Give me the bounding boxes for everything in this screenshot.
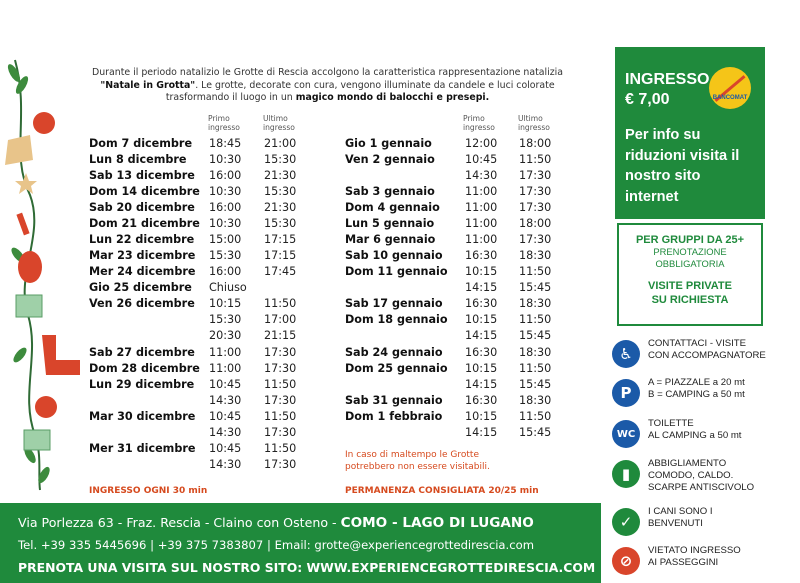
last-entry-time: 15:45 bbox=[519, 329, 552, 342]
private-visits-line: VISITE PRIVATE bbox=[648, 280, 732, 292]
last-entry-time: 21:30 bbox=[264, 169, 297, 182]
price-value: € 7,00 bbox=[625, 91, 670, 108]
first-entry-time: 14:30 bbox=[209, 394, 242, 407]
toilet-icon: WC bbox=[612, 420, 640, 448]
first-entry-time: 15:30 bbox=[209, 249, 242, 262]
last-entry-time: 17:30 bbox=[264, 394, 297, 407]
first-entry-time: 10:45 bbox=[465, 153, 498, 166]
first-entry-time: 12:00 bbox=[465, 137, 498, 150]
schedule-day: Ven 26 dicembre bbox=[89, 297, 195, 310]
gift-box-icon bbox=[24, 430, 50, 450]
last-entry-time: 15:45 bbox=[519, 281, 552, 294]
schedule-day: Sab 31 gennaio bbox=[345, 394, 443, 407]
header-first-entry: Primo ingresso bbox=[463, 114, 495, 132]
service-text: ABBIGLIAMENTO COMODO, CALDO. SCARPE ANTISCIVOLO bbox=[648, 458, 755, 493]
schedule-day: Mar 30 dicembre bbox=[89, 410, 196, 423]
last-entry-time: 15:30 bbox=[264, 217, 297, 230]
schedule-day: Dom 1 febbraio bbox=[345, 410, 443, 423]
reductions-info: Per info su riduzioni visita il nostro sito internet bbox=[625, 127, 740, 205]
first-entry-time: 14:15 bbox=[465, 426, 498, 439]
service-item bbox=[612, 338, 800, 374]
no-stroller-icon: ⊘ bbox=[612, 547, 640, 575]
last-entry-time: 18:00 bbox=[519, 137, 552, 150]
first-entry-time: 10:30 bbox=[209, 217, 242, 230]
gift-box-icon bbox=[16, 295, 42, 317]
no-bancomat-icon bbox=[709, 67, 751, 109]
first-entry-time: 20:30 bbox=[209, 329, 242, 342]
schedule-day: Dom 7 dicembre bbox=[89, 137, 193, 150]
last-entry-time: 17:30 bbox=[519, 185, 552, 198]
first-entry-time: Chiuso bbox=[209, 281, 247, 294]
schedule-day: Mer 24 dicembre bbox=[89, 265, 196, 278]
groups-booking-line: PRENOTAZIONE bbox=[653, 246, 727, 257]
header-first-entry: Primo ingresso bbox=[208, 114, 240, 132]
last-entry-time: 15:30 bbox=[264, 185, 297, 198]
first-entry-time: 14:30 bbox=[209, 458, 242, 471]
candy-cane-icon bbox=[16, 213, 29, 236]
last-entry-time: 15:45 bbox=[519, 426, 552, 439]
first-entry-time: 15:30 bbox=[209, 313, 242, 326]
entry-interval-note: INGRESSO OGNI 30 min bbox=[89, 486, 208, 496]
first-entry-time: 16:30 bbox=[465, 394, 498, 407]
last-entry-time: 11:50 bbox=[519, 153, 552, 166]
last-entry-time: 11:50 bbox=[264, 378, 297, 391]
address-text: Via Porlezza 63 - Fraz. Rescia - Claino con Osteno - bbox=[18, 515, 341, 530]
first-entry-time: 10:45 bbox=[209, 378, 242, 391]
first-entry-time: 10:30 bbox=[209, 185, 242, 198]
last-entry-time: 11:50 bbox=[519, 410, 552, 423]
schedule-day: Sab 3 gennaio bbox=[345, 185, 435, 198]
first-entry-time: 11:00 bbox=[465, 217, 498, 230]
schedule-day: Lun 22 dicembre bbox=[89, 233, 195, 246]
private-visits-request: SU RICHIESTA bbox=[651, 294, 729, 306]
last-entry-time: 11:50 bbox=[519, 313, 552, 326]
intro-paragraph bbox=[80, 67, 575, 105]
service-text: VIETATO INGRESSO AI PASSEGGINI bbox=[648, 545, 741, 568]
first-entry-time: 10:45 bbox=[209, 410, 242, 423]
last-entry-time: 21:15 bbox=[264, 329, 297, 342]
intro-text: . Le grotte, decorate con cura, vengono illuminate da candele e luci colorate trasformando il luogo in un bbox=[165, 79, 555, 103]
schedule-day: Lun 29 dicembre bbox=[89, 378, 195, 391]
first-entry-time: 11:00 bbox=[465, 185, 498, 198]
first-entry-time: 14:30 bbox=[465, 169, 498, 182]
last-entry-time: 11:50 bbox=[264, 297, 297, 310]
intro-highlight: magico mondo di balocchi e presepi. bbox=[295, 92, 490, 103]
schedule-day: Dom 4 gennaio bbox=[345, 201, 440, 214]
first-entry-time: 11:00 bbox=[465, 233, 498, 246]
bancomat-badge-label: BANCOMAT bbox=[712, 95, 748, 101]
last-entry-time: 17:30 bbox=[264, 362, 297, 375]
schedule-day: Sab 13 dicembre bbox=[89, 169, 195, 182]
last-entry-time: 21:00 bbox=[264, 137, 297, 150]
groups-box bbox=[617, 223, 763, 326]
last-entry-time: 17:30 bbox=[519, 233, 552, 246]
schedule-day: Mer 31 dicembre bbox=[89, 442, 196, 455]
schedule-day: Lun 5 gennaio bbox=[345, 217, 435, 230]
last-entry-time: 17:15 bbox=[264, 249, 297, 262]
schedule-day: Sab 10 gennaio bbox=[345, 249, 443, 262]
location-text: COMO - LAGO DI LUGANO bbox=[340, 515, 534, 531]
last-entry-time: 11:50 bbox=[519, 265, 552, 278]
address-line bbox=[18, 515, 534, 531]
booking-link[interactable]: PRENOTA UNA VISITA SUL NOSTRO SITO: WWW.EXPERIENCEGROTTEDIRESCIA.COM bbox=[18, 560, 596, 575]
first-entry-time: 16:30 bbox=[465, 297, 498, 310]
last-entry-time: 17:30 bbox=[264, 426, 297, 439]
last-entry-time: 18:30 bbox=[519, 346, 552, 359]
service-text: I CANI SONO I BENVENUTI bbox=[648, 506, 713, 529]
first-entry-time: 10:15 bbox=[465, 362, 498, 375]
last-entry-time: 11:50 bbox=[519, 362, 552, 375]
first-entry-time: 10:15 bbox=[465, 265, 498, 278]
header-last-entry: Ultimo ingresso bbox=[263, 114, 295, 132]
first-entry-time: 10:30 bbox=[209, 153, 242, 166]
last-entry-time: 18:30 bbox=[519, 394, 552, 407]
weather-note: In caso di maltempo le Grotte potrebbero non essere visitabili. bbox=[345, 450, 490, 472]
first-entry-time: 16:30 bbox=[465, 249, 498, 262]
schedule-day: Sab 20 dicembre bbox=[89, 201, 195, 214]
first-entry-time: 11:00 bbox=[209, 362, 242, 375]
red-ornament-icon bbox=[35, 396, 57, 418]
schedule-day: Dom 14 dicembre bbox=[89, 185, 200, 198]
contacts-line: Tel. +39 335 5445696 | +39 375 7383807 | Email: grotte@experiencegrottedirescia.com bbox=[18, 538, 534, 552]
first-entry-time: 16:00 bbox=[209, 265, 242, 278]
header-last-entry: Ultimo ingresso bbox=[518, 114, 550, 132]
first-entry-time: 15:00 bbox=[209, 233, 242, 246]
price-label: INGRESSO bbox=[625, 71, 710, 88]
schedule-day: Sab 17 gennaio bbox=[345, 297, 443, 310]
last-entry-time: 17:00 bbox=[264, 313, 297, 326]
footer-contact-bar bbox=[0, 503, 601, 583]
first-entry-time: 18:45 bbox=[209, 137, 242, 150]
first-entry-time: 16:00 bbox=[209, 201, 242, 214]
schedule-day: Dom 11 gennaio bbox=[345, 265, 448, 278]
schedule-day: Mar 23 dicembre bbox=[89, 249, 196, 262]
first-entry-time: 16:30 bbox=[465, 346, 498, 359]
schedule-day: Gio 25 dicembre bbox=[89, 281, 192, 294]
schedule-day: Dom 21 dicembre bbox=[89, 217, 200, 230]
last-entry-time: 17:45 bbox=[264, 265, 297, 278]
first-entry-time: 14:15 bbox=[465, 281, 498, 294]
last-entry-time: 17:15 bbox=[264, 233, 297, 246]
striped-ornament-icon bbox=[18, 251, 42, 283]
last-entry-time: 15:30 bbox=[264, 153, 297, 166]
wheelchair-icon: ♿ bbox=[612, 340, 640, 368]
last-entry-time: 18:00 bbox=[519, 217, 552, 230]
service-item bbox=[612, 545, 800, 581]
last-entry-time: 17:30 bbox=[519, 201, 552, 214]
intro-text: Durante il periodo natalizio le Grotte di Rescia accolgono la caratteristica rappresentazione natalizia bbox=[92, 67, 563, 78]
last-entry-time: 18:30 bbox=[519, 297, 552, 310]
last-entry-time: 18:30 bbox=[519, 249, 552, 262]
schedule-day: Sab 27 dicembre bbox=[89, 346, 195, 359]
first-entry-time: 10:45 bbox=[209, 442, 242, 455]
service-text: CONTATTACI - VISITE CON ACCOMPAGNATORE bbox=[648, 338, 766, 361]
bell-icon bbox=[5, 135, 33, 165]
red-ornament-icon bbox=[33, 112, 55, 134]
first-entry-time: 10:15 bbox=[209, 297, 242, 310]
service-item bbox=[612, 377, 800, 413]
service-text: A = PIAZZALE a 20 mt B = CAMPING a 50 mt bbox=[648, 377, 745, 400]
first-entry-time: 11:00 bbox=[209, 346, 242, 359]
parking-icon: P bbox=[612, 379, 640, 407]
first-entry-time: 14:30 bbox=[209, 426, 242, 439]
service-item bbox=[612, 418, 800, 454]
schedule-day: Gio 1 gennaio bbox=[345, 137, 432, 150]
last-entry-time: 21:30 bbox=[264, 201, 297, 214]
schedule-day: Mar 6 gennaio bbox=[345, 233, 436, 246]
schedule-day: Ven 2 gennaio bbox=[345, 153, 435, 166]
first-entry-time: 14:15 bbox=[465, 329, 498, 342]
last-entry-time: 17:30 bbox=[264, 346, 297, 359]
christmas-garland-decoration bbox=[0, 55, 80, 495]
schedule-day: Dom 18 gennaio bbox=[345, 313, 448, 326]
groups-title: PER GRUPPI DA 25+ bbox=[635, 234, 745, 246]
first-entry-time: 16:00 bbox=[209, 169, 242, 182]
schedule-day: Dom 28 dicembre bbox=[89, 362, 200, 375]
price-box bbox=[615, 47, 765, 219]
first-entry-time: 10:15 bbox=[465, 313, 498, 326]
schedule-day: Dom 25 gennaio bbox=[345, 362, 448, 375]
stocking-icon bbox=[42, 335, 80, 375]
first-entry-time: 11:00 bbox=[465, 201, 498, 214]
last-entry-time: 11:50 bbox=[264, 442, 297, 455]
recommended-stay-note: PERMANENZA CONSIGLIATA 20/25 min bbox=[345, 486, 539, 496]
first-entry-time: 14:15 bbox=[465, 378, 498, 391]
first-entry-time: 10:15 bbox=[465, 410, 498, 423]
schedule-day: Sab 24 gennaio bbox=[345, 346, 443, 359]
last-entry-time: 11:50 bbox=[264, 410, 297, 423]
schedule-day: Lun 8 dicembre bbox=[89, 153, 187, 166]
service-item bbox=[612, 458, 800, 494]
groups-mandatory-line: OBBLIGATORIA bbox=[655, 258, 725, 269]
last-entry-time: 17:30 bbox=[264, 458, 297, 471]
last-entry-time: 17:30 bbox=[519, 169, 552, 182]
dog-icon: ✓ bbox=[612, 508, 640, 536]
last-entry-time: 15:45 bbox=[519, 378, 552, 391]
service-text: TOILETTE AL CAMPING a 50 mt bbox=[648, 418, 742, 441]
jacket-icon: ▮ bbox=[612, 460, 640, 488]
star-icon bbox=[15, 173, 37, 194]
service-item bbox=[612, 506, 800, 542]
event-title: "Natale in Grotta" bbox=[100, 79, 196, 91]
